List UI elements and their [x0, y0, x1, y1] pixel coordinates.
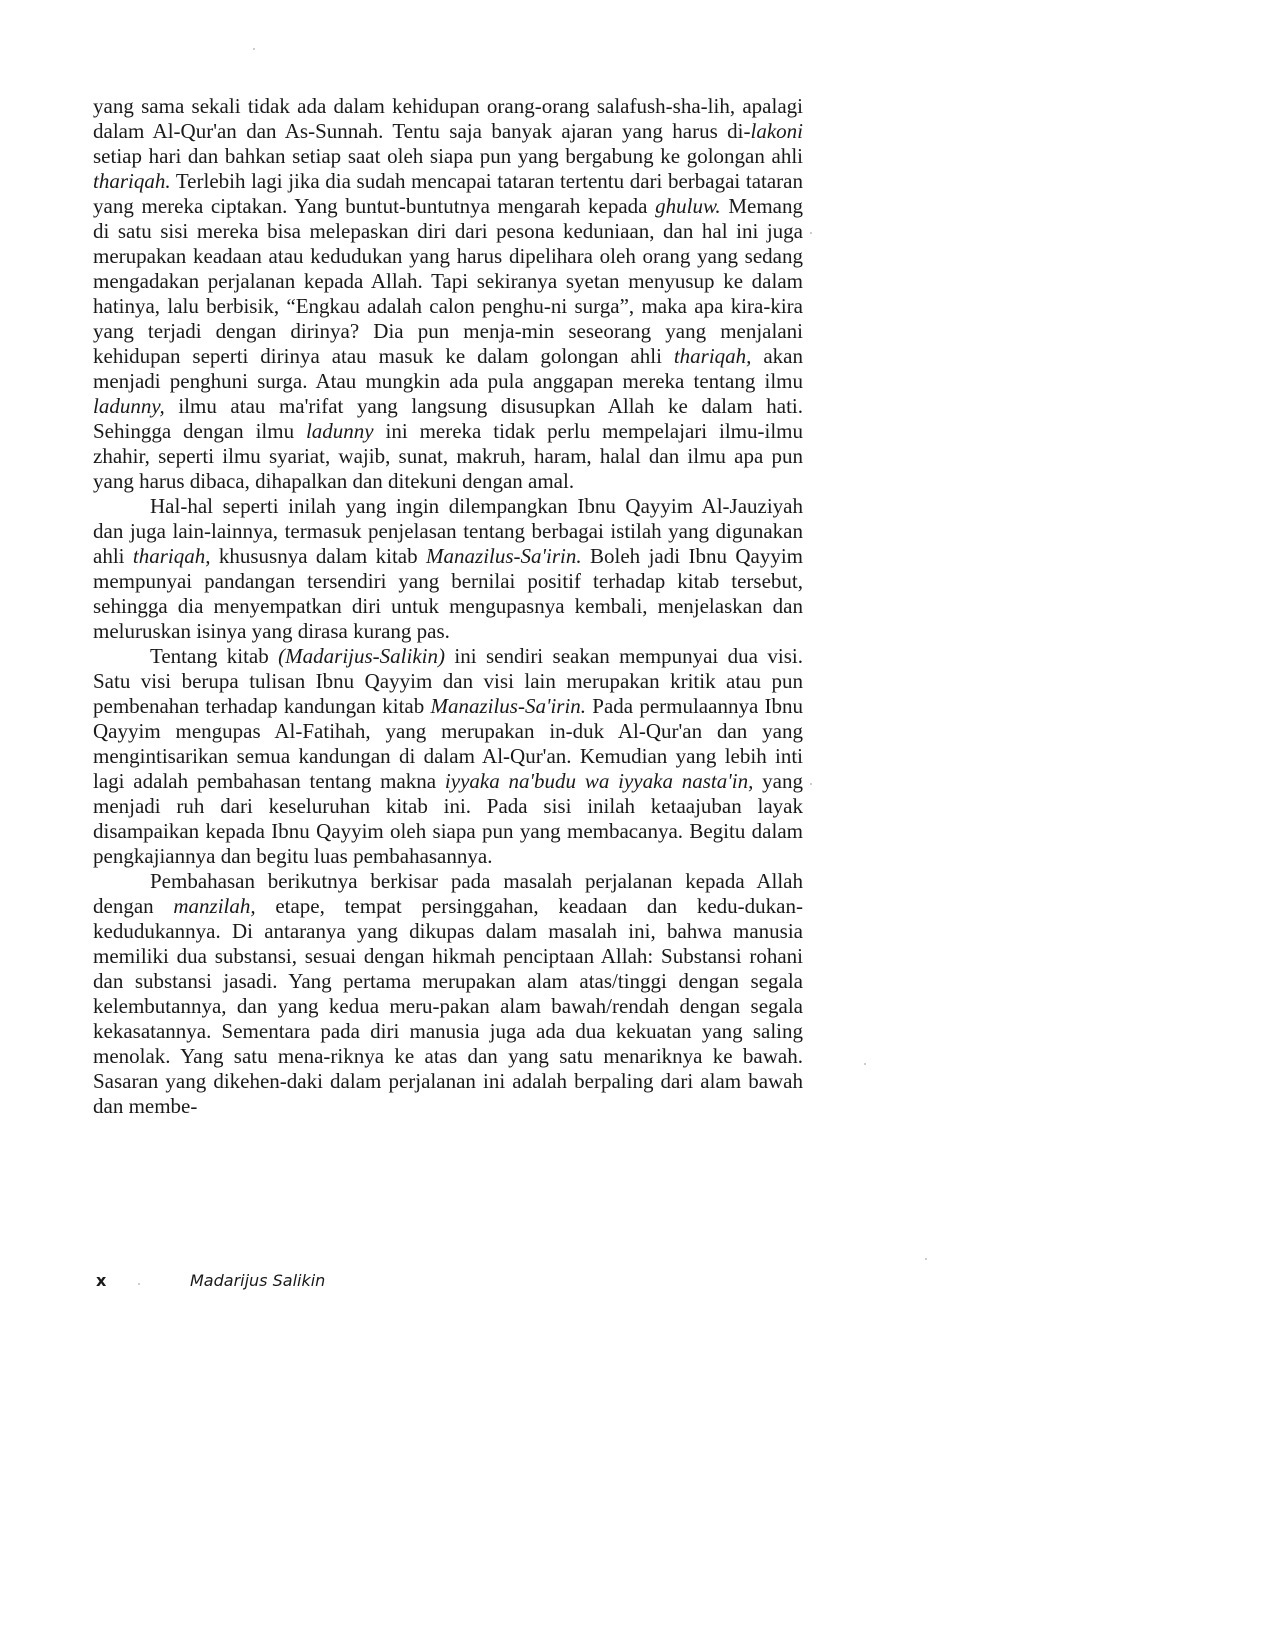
scan-speck: [810, 232, 812, 234]
paragraph-4: [93, 869, 803, 1119]
text-run: Terlebih lagi jika dia sudah mencapai tataran tertentu dari berbagai tataran yang mereka ciptakan. Yang buntut-buntutnya mengarah kepada: [93, 169, 803, 218]
scan-speck: [138, 1283, 140, 1285]
italic-term: manzilah,: [173, 894, 256, 918]
text-run: akan menjadi penghuni surga. Atau mungkin ada pula anggapan mereka tentang ilmu: [93, 344, 803, 393]
italic-term: Manazilus-Sa'irin.: [426, 544, 582, 568]
text-run: setiap hari dan bahkan setiap saat oleh siapa pun yang bergabung ke golongan ahli: [93, 144, 803, 168]
italic-term: (Madarijus-Salikin): [278, 644, 445, 668]
text-run: Hal-hal seperti inilah yang ingin dilempangkan Ibnu Qayyim Al-Jauziyah dan juga lain-lainnya, termasuk penjelasan tentang berbagai istilah yang digunakan ahli: [93, 494, 803, 568]
italic-term: thariqah.: [93, 169, 171, 193]
text-run: Boleh jadi Ibnu Qayyim mempunyai pandangan tersendiri yang bernilai positif terhadap kitab tersebut, sehingga dia menyempatkan diri untuk mengupasnya kembali, menjelaskan dan meluruskan isinya yang dirasa kurang pas.: [93, 544, 803, 643]
scan-speck: [253, 48, 255, 50]
text-run: ini sendiri seakan mempunyai dua visi. Satu visi berupa tulisan Ibnu Qayyim dan visi lain merupakan kritik atau pun pembenahan terhadap kandungan kitab: [93, 644, 803, 718]
italic-term: ladunny: [305, 419, 374, 443]
scan-speck: [864, 1063, 866, 1065]
italic-term: iyyaka na'budu wa iyyaka nasta'in,: [444, 769, 754, 793]
paragraph-1: [93, 94, 803, 494]
text-run: etape, tempat persinggahan, keadaan dan kedu-dukan-kedudukannya. Di antaranya yang dikupas dalam masalah ini, bahwa manusia memiliki dua substansi, sesuai dengan hikmah penciptaan Allah: Substansi rohani dan substansi jasadi. Yang pertama merupakan alam atas/tinggi dengan segala kelembutannya, dan yang kedua meru-pakan alam bawah/rendah dengan segala kekasatannya. Sementara pada diri manusia juga ada dua kekuatan yang saling menolak. Yang satu mena-riknya ke atas dan yang satu menariknya ke bawah. Sasaran yang dikehen-daki dalam perjalanan ini adalah berpaling dari alam bawah dan membe-: [93, 894, 803, 1118]
italic-term: thariqah,: [132, 544, 211, 568]
text-run: Pembahasan berikutnya berkisar pada masalah perjalanan kepada Allah dengan: [93, 869, 803, 918]
text-run: yang sama sekali tidak ada dalam kehidupan orang-orang salafush-sha-lih, apalagi dalam Al-Qur'an dan As-Sunnah. Tentu saja banyak ajaran yang harus di-: [93, 94, 803, 143]
running-title: Madarijus Salikin: [190, 1271, 326, 1290]
text-run: Memang di satu sisi mereka bisa melepaskan diri dari pesona keduniaan, dan hal ini juga merupakan keadaan atau kedudukan yang harus dipelihara oleh orang yang sedang mengadakan perjalanan kepada Allah. Tapi sekiranya syetan menyusup ke dalam hatinya, lalu berbisik, “Engkau adalah calon penghu-ni surga”, maka apa kira-kira yang terjadi dengan dirinya? Dia pun menja-min seseorang yang menjalani kehidupan seperti dirinya atau masuk ke dalam golongan ahli: [93, 194, 803, 368]
italic-term: ladunny,: [93, 394, 165, 418]
italic-term: ghuluw.: [655, 194, 721, 218]
body-text: [93, 94, 803, 1119]
text-run: Tentang kitab: [150, 644, 279, 668]
paragraph-2: [93, 494, 803, 644]
scan-speck: [925, 1258, 927, 1260]
italic-term: Manazilus-Sa'irin.: [430, 694, 587, 718]
text-run: Pada permulaannya Ibnu Qayyim mengupas Al-Fatihah, yang merupakan in-duk Al-Qur'an dan yang mengintisarikan semua kandungan di dalam Al-Qur'an. Kemudian yang lebih inti lagi adalah pembahasan tentang makna: [93, 694, 803, 793]
italic-term: lakoni: [750, 119, 803, 143]
text-run: ini mereka tidak perlu mempelajari ilmu-ilmu zhahir, seperti ilmu syariat, wajib, sunat, makruh, haram, halal dan ilmu apa pun yang harus dibaca, dihapalkan dan ditekuni dengan amal.: [93, 419, 803, 493]
italic-term: thariqah,: [673, 344, 752, 368]
text-run: ilmu atau ma'rifat yang langsung disusupkan Allah ke dalam hati. Sehingga dengan ilmu: [93, 394, 803, 443]
text-run: yang menjadi ruh dari keseluruhan kitab ini. Pada sisi inilah ketaajuban layak disampaikan kepada Ibnu Qayyim oleh siapa pun yang membacanya. Begitu dalam pengkajiannya dan begitu luas pembahasannya.: [93, 769, 803, 868]
paragraph-3: [93, 644, 803, 869]
scan-speck: [810, 783, 812, 785]
text-run: khususnya dalam kitab: [210, 544, 427, 568]
page-number: x: [96, 1271, 107, 1290]
